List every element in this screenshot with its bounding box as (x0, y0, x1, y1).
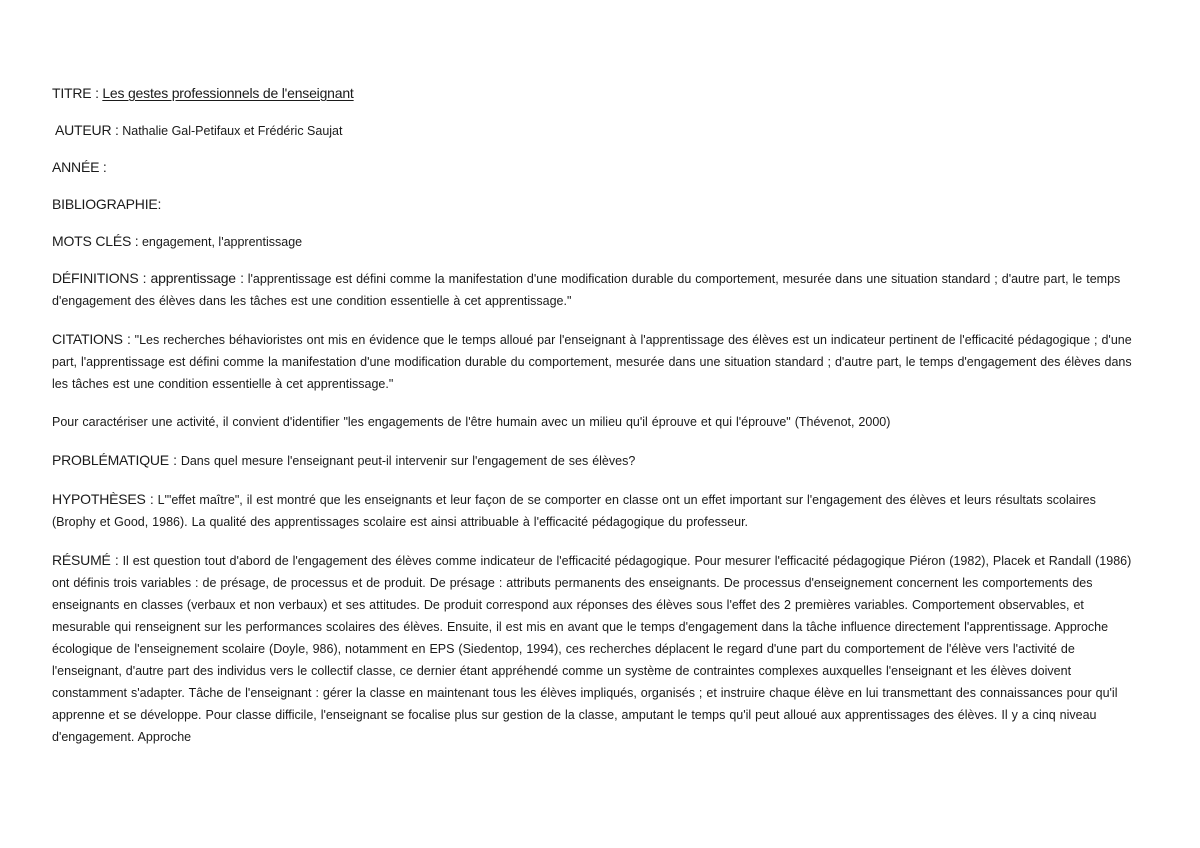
resume-row (52, 549, 1142, 748)
hypotheses-label: HYPOTHÈSES : (52, 491, 154, 507)
resume-label: RÉSUMÉ : (52, 552, 119, 568)
bibliographie-label: BIBLIOGRAPHIE: (52, 196, 162, 212)
citations-value: "Les recherches béhavioristes ont mis en évidence que le temps alloué par l'enseignant à l'apprentissage des élèves est un indicateur pertinent de l'efficacité pédagogique ; d'une part, l'apprentissage est défini comme la manifestation d'une modification durable du comportement, mesurée dans une situation standard ; d'autre part, le temps d'engagement des élèves dans les tâches est une condition essentielle à cet apprentissage." (52, 333, 1132, 391)
resume-value: Il est question tout d'abord de l'engagement des élèves comme indicateur de l'efficacité pédagogique. Pour mesurer l'efficacité pédagogique Piéron (1982), Placek et Randall (1986) ont définis trois variables : de présage, de processus et de produit. De présage : attributs permanents des enseignants. De processus d'enseignement concernent les comportements des enseignants en classes (verbaux et non verbaux) et ses attitudes. De produit correspond aux réponses des élèves sous l'effet des 2 premières variables. Comportement observables, et mesurable qui renseignent sur les performances scolaires des élèves. Ensuite, il est mis en avant que le temps d'engagement dans la tâche influence directement l'apprentissage. Approche écologique de l'enseignement scolaire (Doyle, 986), notamment en EPS (Siedentop, 1994), ces recherches déplacent le regard d'une part du comportement de l'élève vers l'activité de l'enseignant, d'autre part des individus vers le collectif classe, ce dernier étant appréhendé comme un système de contraintes complexes auxquelles l'enseignant et les élèves doivent constamment s'adapter. Tâche de l'enseignant : gérer la classe en maintenant tous les élèves impliqués, organisés ; et instruire chaque élève en lui transmettant des connaissances pour qu'il apprenne et se développe. Pour classe difficile, l'enseignant se focalise plus sur gestion de la classe, amputant le temps qu'il peut alloué aux apprentissages des élèves. Il y a cinq niveau d'engagement. Approche (52, 554, 1132, 744)
document-page (52, 82, 1142, 764)
auteur-value: Nathalie Gal-Petifaux et Frédéric Saujat (122, 124, 343, 138)
bibliographie-row (52, 193, 1142, 216)
titre-value: Les gestes professionnels de l'enseignant (102, 85, 354, 101)
auteur-label: AUTEUR : (55, 122, 119, 138)
mots-cles-value: engagement, l'apprentissage (141, 235, 303, 249)
problematique-value: Dans quel mesure l'enseignant peut-il intervenir sur l'engagement de ses élèves? (180, 454, 636, 468)
mots-cles-label: MOTS CLÉS : (52, 233, 139, 249)
citations-extra: Pour caractériser une activité, il convient d'identifier "les engagements de l'être humain avec un milieu qu'il éprouve et qui l'éprouve" (Thévenot, 2000) (52, 415, 891, 429)
definitions-row (52, 267, 1142, 312)
citations-row (52, 328, 1142, 395)
citations-label: CITATIONS : (52, 331, 131, 347)
hypotheses-value: L'"effet maître", il est montré que les enseignants et leur façon de se comporter en classe ont un effet important sur l'engagement des élèves et leurs résultats scolaires (Brophy et Good, 1986). La qualité des apprentissages scolaire est ainsi attribuable à l'efficacité pédagogique du professeur. (52, 493, 1096, 529)
annee-row (52, 156, 1142, 179)
mots-cles-row (52, 230, 1142, 253)
citations-extra-row (52, 411, 1142, 433)
definitions-value: l'apprentissage est défini comme la manifestation d'une modification durable du comportement, mesurée dans une situation standard ; d'autre part, le temps d'engagement des élèves dans les tâches est une condition essentielle à cet apprentissage." (52, 272, 1121, 308)
hypotheses-row (52, 488, 1142, 533)
definitions-label: DÉFINITIONS : apprentissage : (52, 270, 244, 286)
annee-label: ANNÉE : (52, 159, 107, 175)
titre-label: TITRE : (52, 85, 99, 101)
problematique-label: PROBLÉMATIQUE : (52, 452, 177, 468)
titre-row (52, 82, 1142, 105)
auteur-row (52, 119, 1142, 142)
problematique-row (52, 449, 1142, 472)
